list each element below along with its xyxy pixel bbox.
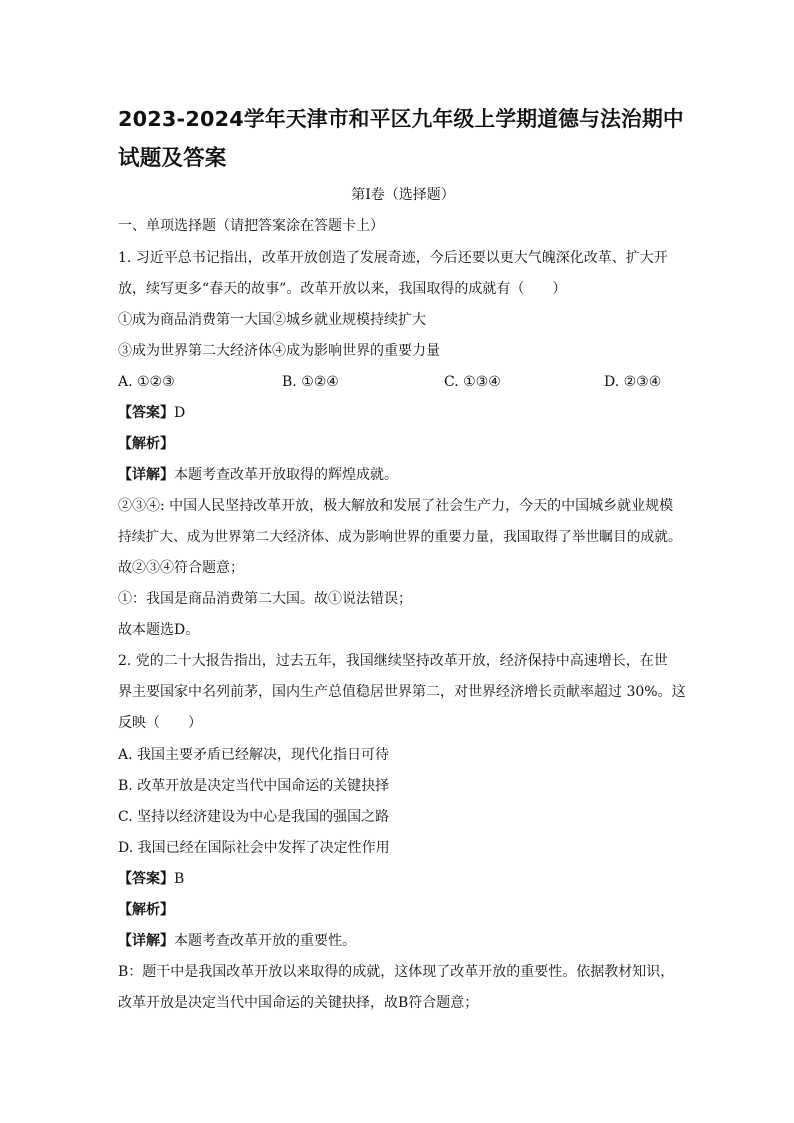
q2-detail-text: 本题考查改革开放的重要性。 (174, 933, 356, 949)
q2-stem-line-3: 反映（ ） (118, 715, 202, 731)
q1-stem-line-2: 放，续写更多“春天的故事”。改革开放以来，我国取得的成就有（ ） (118, 281, 567, 297)
q2-stem-line-1: 2. 党的二十大报告指出，过去五年，我国继续坚持改革开放，经济保持中高速增长，在世 (118, 653, 668, 669)
q1-option-b: B. ①②④ (282, 374, 339, 390)
volume-heading: 第Ⅰ卷（选择题） (351, 187, 455, 203)
q2-stem-line-2: 界主要国家中名列前茅，国内生产总值稳居世界第二，对世界经济增长贡献率超过 30%。这 (118, 684, 686, 700)
q1-explain-line-4: ①：我国是商品消费第二大国。故①说法错误； (118, 591, 412, 607)
q2-option-b: B. 改革开放是决定当代中国命运的关键抉择 (118, 778, 390, 794)
q2-explain-line-1: B：题干中是我国改革开放以来取得的成就，这体现了改革开放的重要性。依据教材知识， (118, 964, 675, 980)
q1-analysis-label: 【解析】 (118, 436, 174, 452)
doc-title-line-2: 试题及答案 (118, 146, 227, 171)
q2-detail (118, 930, 688, 952)
q1-explain-line-1: ②③④: 中国人民坚持改革开放，极大解放和发展了社会生产力，今天的中国城乡就业规模 (118, 498, 674, 514)
q1-detail-text: 本题考查改革开放取得的辉煌成就。 (174, 467, 398, 483)
q1-explain-line-5: 故本题选D。 (118, 622, 200, 638)
q1-stem-line-1: 1. 习近平总书记指出，改革开放创造了发展奇迹，今后还要以更大气魄深化改革、扩大开 (118, 250, 668, 266)
q1-analysis-tag (118, 433, 688, 455)
q2-explain-line-2: 改革开放是决定当代中国命运的关键抉择，故B符合题意； (118, 995, 479, 1011)
q1-answer-tag: 【答案】 (118, 405, 174, 421)
q2-detail-tag: 【详解】 (118, 933, 174, 949)
q1-explain-line-2: 持续扩大、成为世界第二大经济体、成为影响世界的重要力量，我国取得了举世瞩目的成就。 (118, 529, 682, 545)
q1-explain-line-3: 故②③④符合题意； (118, 560, 244, 576)
q2-analysis-label: 【解析】 (118, 902, 174, 918)
q2-option-a: A. 我国主要矛盾已经解决，现代化指日可待 (118, 747, 390, 763)
q1-detail (118, 464, 688, 486)
doc-title-line-1: 2023-2024学年天津市和平区九年级上学期道德与法治期中 (118, 107, 684, 131)
q1-item-line-1: ①成为商品消费第一大国②城乡就业规模持续扩大 (118, 312, 426, 328)
q2-answer-value: B (174, 871, 185, 887)
q1-item-line-2: ③成为世界第二大经济体④成为影响世界的重要力量 (118, 343, 440, 359)
q2-analysis-tag (118, 899, 688, 921)
q1-option-c: C. ①③④ (444, 374, 501, 390)
q1-detail-tag: 【详解】 (118, 467, 174, 483)
q2-option-d: D. 我国已经在国际社会中发挥了决定性作用 (118, 840, 390, 856)
q1-answer (118, 402, 688, 424)
q2-answer-tag: 【答案】 (118, 871, 174, 887)
q2-option-c: C. 坚持以经济建设为中心是我国的强国之路 (118, 809, 390, 825)
section-heading: 一、单项选择题（请把答案涂在答题卡上） (118, 218, 384, 234)
q1-option-a: A. ①②③ (118, 374, 175, 390)
q1-answer-value: D (174, 405, 186, 421)
q2-answer (118, 868, 688, 890)
q1-option-d: D. ②③④ (604, 374, 662, 390)
